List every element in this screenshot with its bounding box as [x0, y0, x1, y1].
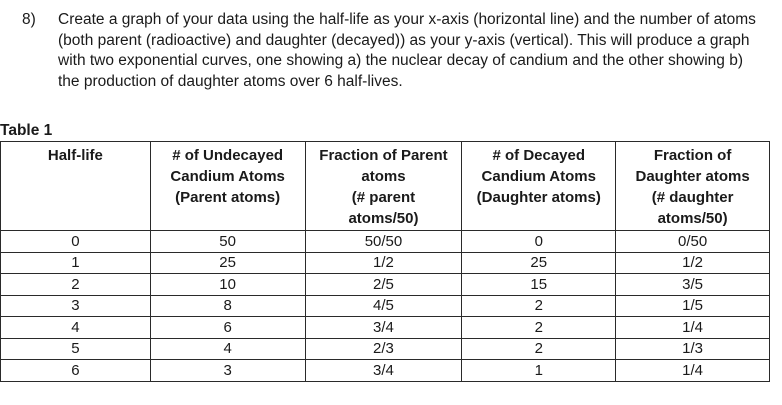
cell-undecayed: 3 [150, 360, 305, 382]
question-text: Create a graph of your data using the half-life as your x-axis (horizontal line) and the number of atoms (both parent (radioactive) and daughter (decayed)) as your y-axis (vertical). This will produce a graph with two exponential curves, one showing a) the nuclear decay of candium and the other showing b) the production of daughter atoms over 6 half-lives. [58, 11, 756, 90]
cell-half-life: 0 [1, 231, 151, 253]
header-fraction-parent: Fraction of Parent atoms (# parent atoms/50) [305, 142, 462, 231]
cell-fraction-parent: 2/3 [305, 338, 462, 360]
cell-decayed: 2 [462, 317, 616, 339]
cell-fraction-daughter: 1/4 [616, 317, 770, 339]
cell-fraction-daughter: 0/50 [616, 231, 770, 253]
cell-fraction-daughter: 1/3 [616, 338, 770, 360]
cell-decayed: 15 [462, 274, 616, 296]
header-half-life: Half-life [1, 142, 151, 231]
table-row [1, 274, 770, 296]
table-row [1, 231, 770, 253]
table-header-row [1, 142, 770, 231]
cell-fraction-parent: 3/4 [305, 360, 462, 382]
cell-decayed: 2 [462, 295, 616, 317]
header-fraction-daughter: Fraction of Daughter atoms (# daughter atoms/50) [616, 142, 770, 231]
cell-undecayed: 8 [150, 295, 305, 317]
cell-half-life: 5 [1, 338, 151, 360]
cell-decayed: 1 [462, 360, 616, 382]
cell-half-life: 2 [1, 274, 151, 296]
table-row [1, 317, 770, 339]
table-row [1, 338, 770, 360]
cell-undecayed: 4 [150, 338, 305, 360]
cell-fraction-daughter: 1/2 [616, 252, 770, 274]
cell-half-life: 3 [1, 295, 151, 317]
header-undecayed-atoms: # of Undecayed Candium Atoms (Parent atoms) [150, 142, 305, 231]
cell-undecayed: 25 [150, 252, 305, 274]
cell-fraction-daughter: 3/5 [616, 274, 770, 296]
cell-undecayed: 50 [150, 231, 305, 253]
cell-fraction-parent: 3/4 [305, 317, 462, 339]
cell-half-life: 6 [1, 360, 151, 382]
cell-undecayed: 6 [150, 317, 305, 339]
cell-decayed: 2 [462, 338, 616, 360]
table-row [1, 252, 770, 274]
cell-decayed: 0 [462, 231, 616, 253]
cell-fraction-parent: 1/2 [305, 252, 462, 274]
cell-half-life: 1 [1, 252, 151, 274]
cell-decayed: 25 [462, 252, 616, 274]
table-label: Table 1 [0, 122, 53, 139]
cell-fraction-daughter: 1/4 [616, 360, 770, 382]
header-decayed-atoms: # of Decayed Candium Atoms (Daughter atoms) [462, 142, 616, 231]
table-row [1, 295, 770, 317]
cell-fraction-parent: 2/5 [305, 274, 462, 296]
cell-half-life: 4 [1, 317, 151, 339]
table-row [1, 360, 770, 382]
cell-fraction-parent: 50/50 [305, 231, 462, 253]
cell-undecayed: 10 [150, 274, 305, 296]
data-table [0, 141, 770, 382]
cell-fraction-daughter: 1/5 [616, 295, 770, 317]
question-number: 8) [22, 11, 36, 28]
cell-fraction-parent: 4/5 [305, 295, 462, 317]
